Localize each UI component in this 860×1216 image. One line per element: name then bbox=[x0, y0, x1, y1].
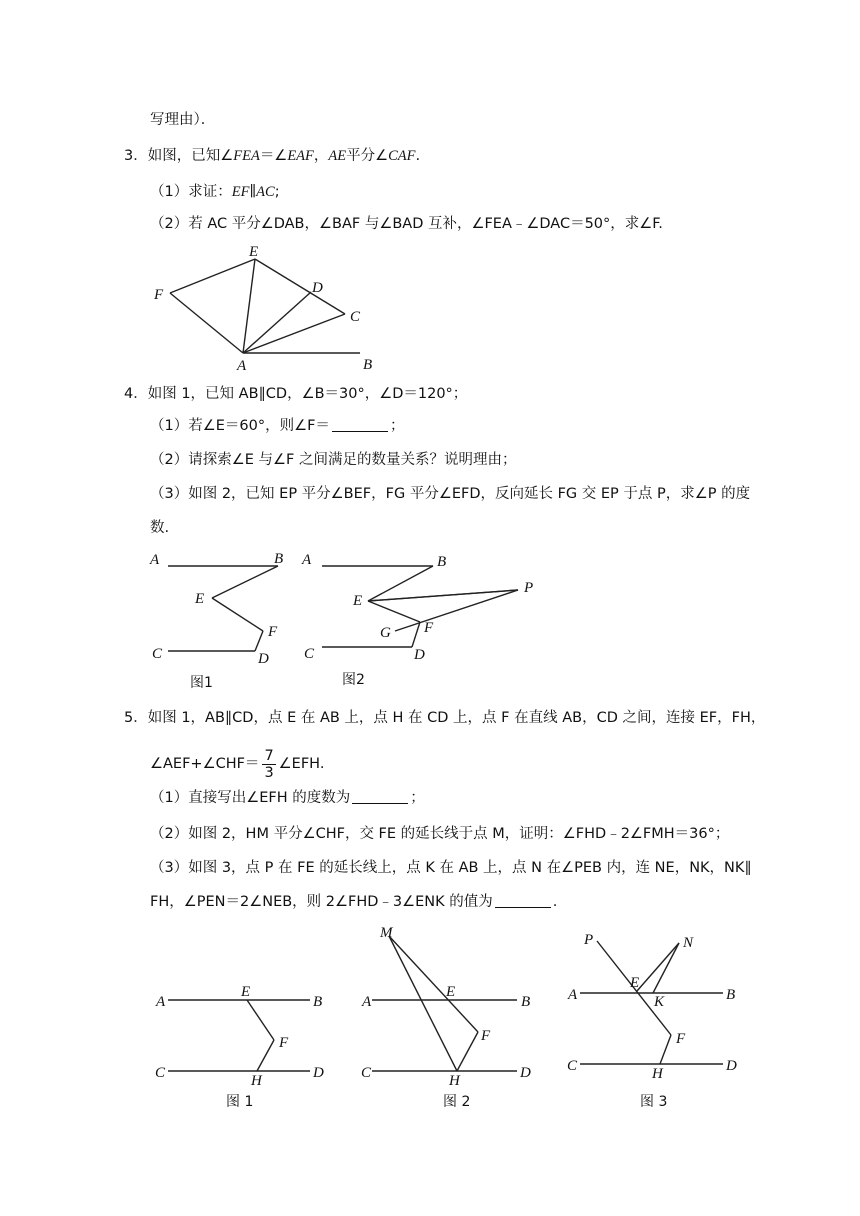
q5f1-label-a: A bbox=[156, 994, 166, 1010]
q4f1-label-f: F bbox=[268, 624, 278, 640]
q5f1-seg-fh bbox=[257, 1040, 274, 1071]
q5f3-seg-fh bbox=[660, 1035, 671, 1064]
q4f2-label-p: P bbox=[524, 580, 534, 596]
q5-eq-left: ∠AEF+∠CHF＝ bbox=[150, 756, 260, 772]
q5-figure-2 bbox=[361, 925, 531, 1110]
q5-figure-3 bbox=[567, 932, 737, 1110]
q3-stem-text: 3．如图，已知∠ bbox=[124, 148, 234, 164]
q5f1-label-f: F bbox=[279, 1035, 289, 1051]
q4f1-label-c: C bbox=[152, 646, 163, 662]
q5-eq-denominator: 3 bbox=[264, 764, 274, 781]
q4f2-label-c: C bbox=[304, 646, 315, 662]
q5-sub1-text: （1）直接写出∠EFH 的度数为 bbox=[150, 790, 351, 806]
q5-sub2: （2）如图 2，HM 平分∠CHF，交 FE 的延长线于点 M，证明：∠FHD﹣2∠FMH＝36°； bbox=[150, 826, 730, 842]
q5f2-label-f: F bbox=[481, 1028, 491, 1044]
q3-seg-ac bbox=[243, 314, 345, 353]
q5-eq-numerator: 7 bbox=[264, 747, 274, 764]
q3-seg-ec bbox=[255, 259, 345, 314]
q4-sub1-end: ； bbox=[389, 418, 405, 434]
q5f3-label-p: P bbox=[584, 932, 594, 948]
q4-sub1-text: （1）若∠E＝60°，则∠F＝ bbox=[150, 418, 330, 434]
q3-stem-caf: CAF bbox=[388, 148, 416, 164]
q5f2-label-m: M bbox=[380, 925, 393, 941]
q3-stem-end: . bbox=[415, 148, 421, 164]
q5f1-label-c: C bbox=[155, 1065, 166, 1081]
q3-label-e: E bbox=[249, 244, 259, 260]
q4f2-seg-ep bbox=[368, 590, 518, 601]
q4f2-label-e: E bbox=[353, 593, 363, 609]
q5f2-label-d: D bbox=[520, 1065, 531, 1081]
q5f3-label-b: B bbox=[726, 987, 736, 1003]
q3-label-f: F bbox=[154, 287, 164, 303]
q3-stem-eq: ＝∠ bbox=[259, 148, 288, 164]
q4f2-label-f: F bbox=[424, 620, 434, 636]
q3-stem-ae: AE bbox=[328, 148, 347, 164]
q5f3-label-f: F bbox=[676, 1031, 686, 1047]
q5-sub3: （3）如图 3，点 P 在 FE 的延长线上，点 K 在 AB 上，点 N 在∠PEB 内，连 NE，NK，NK∥ bbox=[150, 860, 752, 876]
q3-seg-fa bbox=[170, 293, 243, 353]
q4f1-label-b: B bbox=[274, 551, 284, 567]
q5f3-label-a: A bbox=[568, 987, 578, 1003]
q4f1-label-d: D bbox=[258, 651, 269, 667]
q5f2-label-h: H bbox=[449, 1073, 460, 1089]
q3-stem-angle-eaf: EAF bbox=[287, 148, 314, 164]
q4f2-seg-gp bbox=[395, 590, 518, 631]
q5-sub3-end: . bbox=[552, 894, 558, 910]
q4f1-label-a: A bbox=[150, 552, 160, 568]
q4-sub3-cont: 数. bbox=[150, 520, 170, 536]
q3-seg-fe bbox=[170, 259, 255, 293]
q3-figure bbox=[153, 244, 372, 374]
q3-label-c: C bbox=[350, 309, 361, 325]
q4-caption-2: 图2 bbox=[342, 672, 365, 688]
q5f3-label-k: K bbox=[654, 994, 665, 1010]
q5f3-label-h: H bbox=[652, 1066, 663, 1082]
q3-label-b: B bbox=[363, 357, 373, 373]
q3-label-d: D bbox=[312, 280, 323, 296]
q5-caption-1: 图 1 bbox=[226, 1094, 254, 1110]
q5f1-label-d: D bbox=[313, 1065, 324, 1081]
q5f3-label-n: N bbox=[683, 935, 694, 951]
q4f1-seg-be bbox=[212, 566, 278, 598]
q5f3-label-c: C bbox=[567, 1058, 578, 1074]
q5-caption-3: 图 3 bbox=[640, 1094, 668, 1110]
q4f1-seg-fd bbox=[255, 631, 263, 651]
q3-label-a: A bbox=[237, 358, 247, 374]
q5-figure-1 bbox=[155, 984, 324, 1110]
q5f1-label-b: B bbox=[313, 994, 323, 1010]
q4-figure-1 bbox=[149, 551, 283, 691]
q3-stem-bisect: 平分∠ bbox=[346, 148, 389, 164]
q4f2-seg-fd bbox=[412, 622, 420, 647]
q3-seg-ad bbox=[243, 292, 311, 353]
q4f1-label-e: E bbox=[195, 591, 205, 607]
q5f2-label-a: A bbox=[362, 994, 372, 1010]
q3-stem-comma: ， bbox=[313, 148, 329, 164]
q5f3-label-d: D bbox=[726, 1058, 737, 1074]
q5f1-seg-ef bbox=[247, 1000, 274, 1040]
q4-sub2: （2）请探索∠E 与∠F 之间满足的数量关系？说明理由； bbox=[150, 452, 517, 468]
q4-stem: 4．如图 1，已知 AB∥CD，∠B＝30°，∠D＝120°； bbox=[124, 386, 468, 402]
q4f2-label-d: D bbox=[414, 647, 425, 663]
q5f2-seg-mf bbox=[389, 936, 478, 1032]
q3-stem-angle-fea: FEA bbox=[233, 148, 260, 164]
text-line-continuation: 写理由）． bbox=[150, 112, 216, 128]
q5-caption-2: 图 2 bbox=[443, 1094, 471, 1110]
q3-sub1-end: ; bbox=[274, 184, 280, 200]
q5f3-label-e: E bbox=[630, 975, 640, 991]
q5f1-label-e: E bbox=[241, 984, 251, 1000]
q4-caption-1: 图1 bbox=[190, 675, 213, 691]
q4f2-label-b: B bbox=[437, 554, 447, 570]
q4-figure-2 bbox=[301, 552, 533, 688]
q4f1-seg-ef bbox=[212, 598, 263, 631]
q5f2-seg-fh bbox=[457, 1032, 478, 1071]
q3-sub1-text: （1）求证： bbox=[150, 184, 232, 200]
q3-sub2: （2）若 AC 平分∠DAB，∠BAF 与∠BAD 互补，∠FEA﹣∠DAC＝50°，求∠F. bbox=[150, 216, 663, 232]
q3-sub1-math: EF∥AC bbox=[231, 184, 275, 200]
q4f2-seg-ef bbox=[368, 601, 420, 622]
q4f2-label-g: G bbox=[380, 625, 391, 641]
q5f2-seg-mh bbox=[389, 936, 457, 1071]
q5f1-label-h: H bbox=[251, 1073, 262, 1089]
q5-sub3-cont-text: FH，∠PEN＝2∠NEB，则 2∠FHD﹣3∠ENK 的值为 bbox=[150, 894, 493, 910]
q5-sub1-end: ； bbox=[410, 790, 425, 806]
q5f2-label-b: B bbox=[521, 994, 531, 1010]
q5f2-label-c: C bbox=[361, 1065, 372, 1081]
q4f2-label-a: A bbox=[302, 552, 312, 568]
q5f2-label-e: E bbox=[446, 984, 456, 1000]
q5-stem: 5．如图 1，AB∥CD，点 E 在 AB 上，点 H 在 CD 上，点 F 在直线 AB，CD 之间，连接 EF，FH， bbox=[124, 710, 766, 726]
q4-sub3: （3）如图 2，已知 EP 平分∠BEF，FG 平分∠EFD，反向延长 FG 交 EP 于点 P，求∠P 的度 bbox=[150, 486, 751, 502]
q5-eq-right: ∠EFH. bbox=[278, 756, 325, 772]
q4f2-seg-be bbox=[368, 566, 433, 601]
q3-seg-ae bbox=[243, 259, 255, 353]
